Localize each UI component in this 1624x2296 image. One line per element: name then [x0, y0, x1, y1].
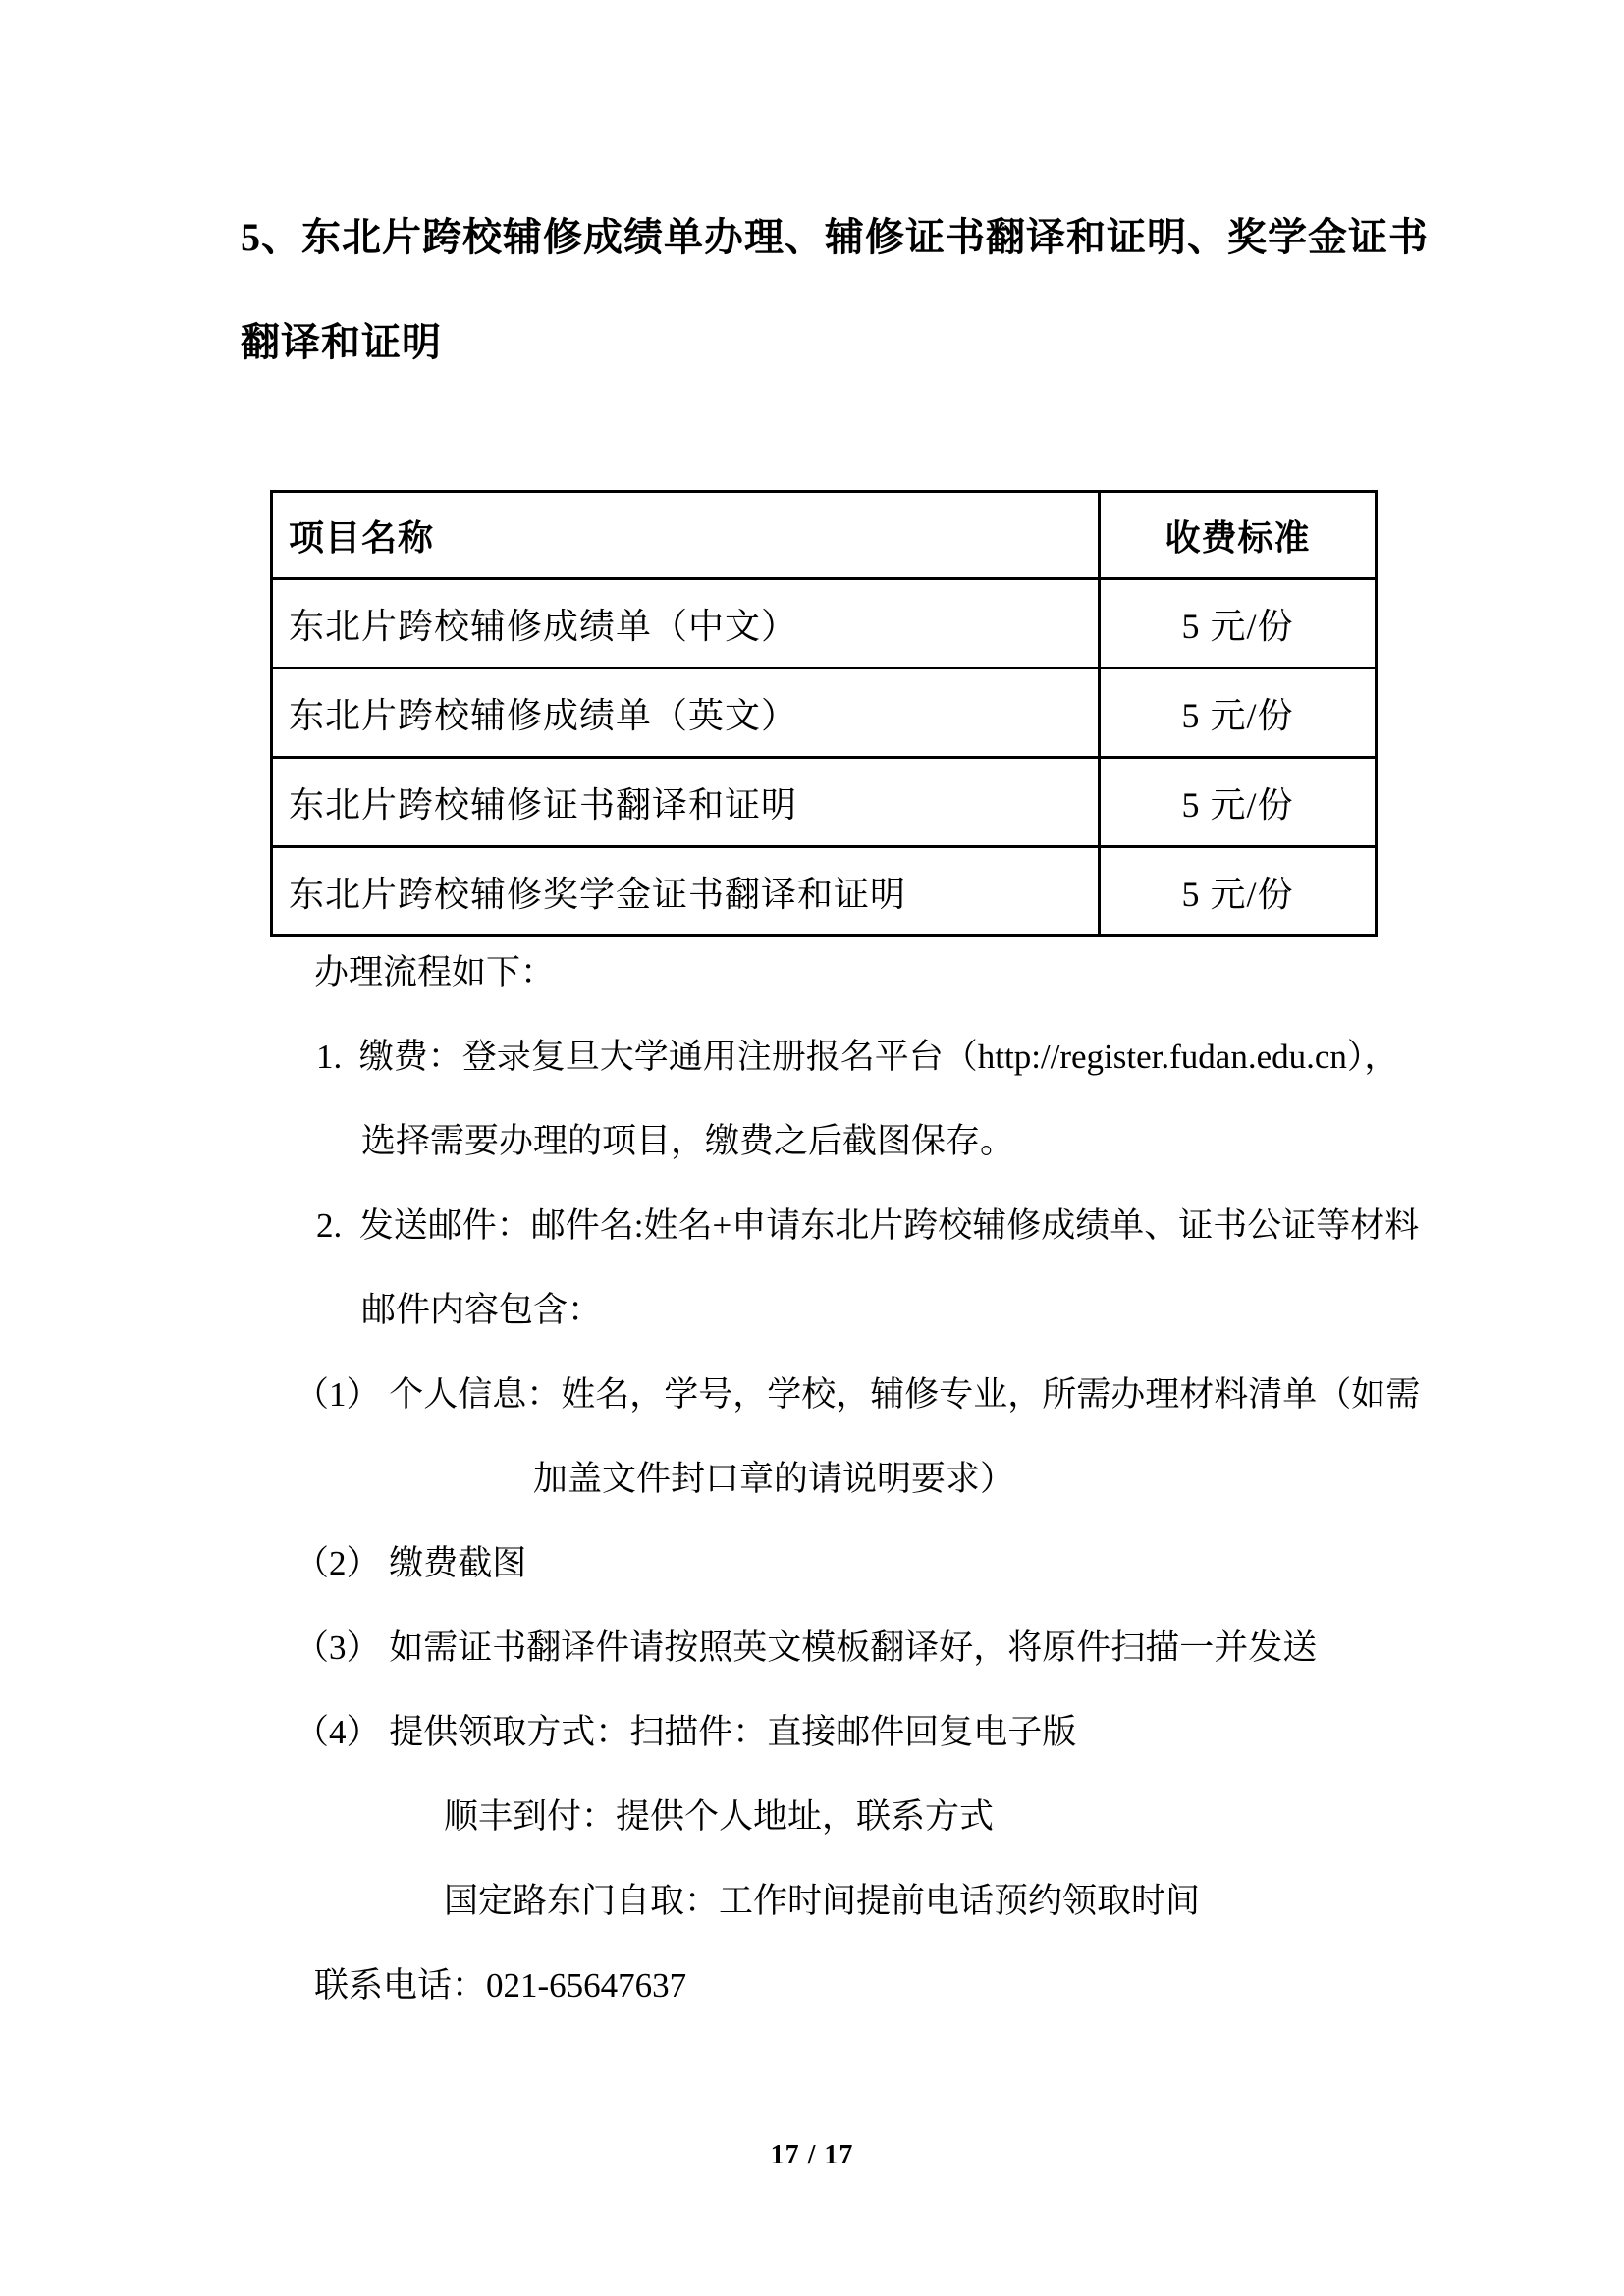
- procedure-line: [0, 1941, 1624, 2025]
- fee-cell: 5 元/份: [1100, 579, 1377, 668]
- procedure-line: [0, 1012, 1624, 1096]
- section-heading-line-1: 5、东北片跨校辅修成绩单办理、辅修证书翻译和证明、奖学金证书: [241, 215, 1429, 259]
- procedure-line-text: （3） 如需证书翻译件请按照英文模板翻译好，将原件扫描一并发送: [295, 1629, 1318, 1667]
- fee-standard-header: 收费标准: [1100, 492, 1377, 579]
- procedure-line: [0, 928, 1624, 1012]
- procedure-line-text: （2） 缴费截图: [295, 1544, 527, 1582]
- item-name-cell: 东北片跨校辅修成绩单（英文）: [272, 668, 1100, 758]
- procedure-line-text: 国定路东门自取：工作时间提前电话预约领取时间: [444, 1882, 1201, 1920]
- procedure-line-text: 加盖文件封口章的请说明要求）: [533, 1460, 1015, 1498]
- procedure-line-text: 1. 缴费：登录复旦大学通用注册报名平台（http://register.fudan.edu.cn），: [316, 1038, 1399, 1076]
- fee-table-row: [272, 668, 1377, 758]
- fee-table-header-row: [272, 492, 1377, 579]
- fee-cell: 5 元/份: [1100, 758, 1377, 847]
- procedure-section: [0, 928, 1624, 2025]
- section-heading-line-2: 翻译和证明: [241, 320, 442, 364]
- procedure-line: [0, 1265, 1624, 1350]
- fee-cell: 5 元/份: [1100, 847, 1377, 936]
- item-name-cell: 东北片跨校辅修证书翻译和证明: [272, 758, 1100, 847]
- fee-table-row: [272, 579, 1377, 668]
- procedure-line-text: （1） 个人信息：姓名，学号，学校，辅修专业，所需办理材料清单（如需: [295, 1375, 1421, 1414]
- procedure-line: [0, 1603, 1624, 1687]
- procedure-line: [0, 1772, 1624, 1856]
- procedure-line: [0, 1181, 1624, 1265]
- item-name-cell: 东北片跨校辅修奖学金证书翻译和证明: [272, 847, 1100, 936]
- fee-table-row: [272, 758, 1377, 847]
- procedure-line-text: （4） 提供领取方式：扫描件：直接邮件回复电子版: [295, 1713, 1077, 1751]
- page-number: 17 / 17: [770, 2140, 854, 2170]
- procedure-line: [0, 1856, 1624, 1941]
- fee-table-row: [272, 847, 1377, 936]
- procedure-line: [0, 1350, 1624, 1434]
- procedure-line-text: 联系电话：021-65647637: [314, 1966, 687, 2004]
- procedure-line: [0, 1519, 1624, 1603]
- procedure-line-text: 邮件内容包含：: [361, 1291, 603, 1329]
- procedure-line-text: 2. 发送邮件：邮件名:姓名+申请东北片跨校辅修成绩单、证书公证等材料: [316, 1206, 1420, 1245]
- item-name-header: 项目名称: [272, 492, 1100, 579]
- procedure-line-text: 顺丰到付：提供个人地址，联系方式: [444, 1797, 995, 1836]
- item-name-cell: 东北片跨校辅修成绩单（中文）: [272, 579, 1100, 668]
- procedure-line: [0, 1687, 1624, 1772]
- fee-table-body: [272, 492, 1377, 936]
- procedure-line-text: 办理流程如下：: [314, 953, 556, 991]
- procedure-line: [0, 1096, 1624, 1181]
- procedure-line-text: 选择需要办理的项目，缴费之后截图保存。: [361, 1122, 1015, 1160]
- procedure-line: [0, 1434, 1624, 1519]
- fee-cell: 5 元/份: [1100, 668, 1377, 758]
- fee-table: [270, 490, 1378, 937]
